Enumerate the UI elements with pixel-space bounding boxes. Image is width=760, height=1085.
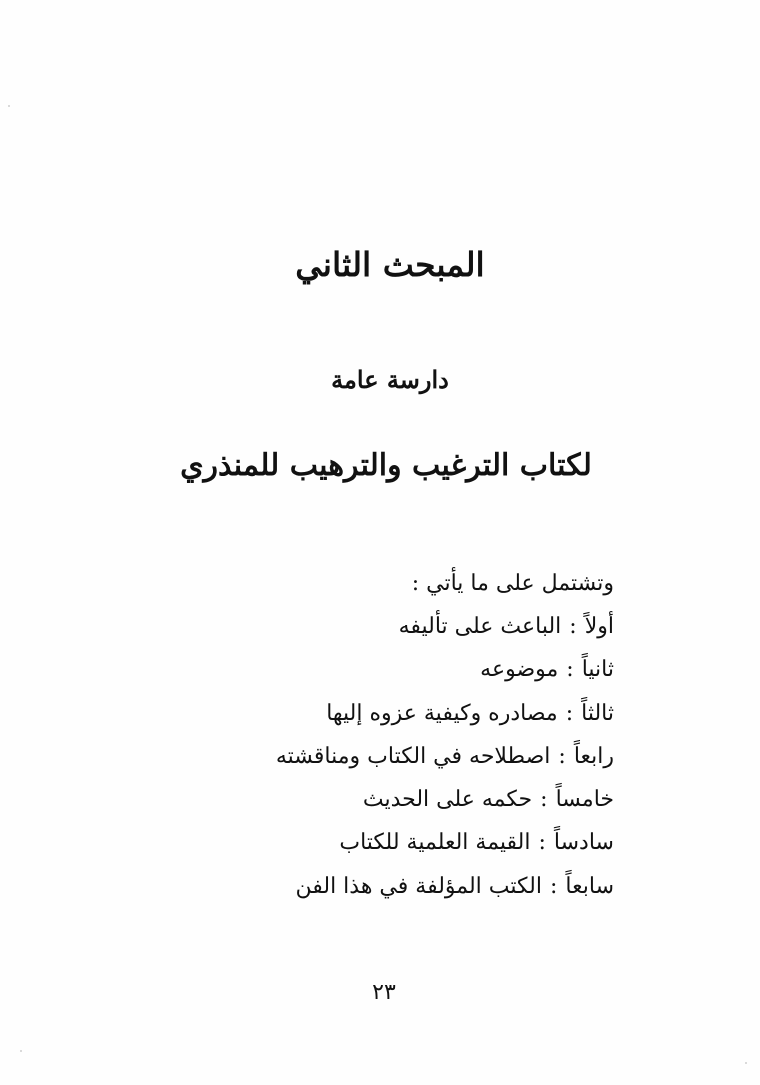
scan-speck bbox=[20, 1050, 22, 1052]
item-ordinal: سادساً bbox=[553, 830, 614, 856]
item-separator: : bbox=[565, 700, 574, 726]
item-ordinal: ثالثاً bbox=[581, 700, 614, 726]
item-separator: : bbox=[538, 830, 546, 856]
contents-list bbox=[194, 562, 614, 908]
item-text: الكتب المؤلفة في هذا الفن bbox=[295, 873, 542, 899]
item-text: حكمه على الحديث bbox=[362, 787, 533, 813]
contents-item-3 bbox=[194, 692, 614, 735]
scan-speck bbox=[745, 1062, 747, 1064]
contents-item-2 bbox=[194, 648, 614, 691]
contents-item-4 bbox=[194, 735, 614, 778]
item-separator: : bbox=[569, 614, 577, 639]
item-separator: : bbox=[540, 787, 548, 813]
contents-intro: وتشتمل على ما يأتي : bbox=[411, 571, 614, 596]
item-ordinal: رابعاً bbox=[573, 743, 614, 769]
item-text: مصادره وكيفية عزوه إليها bbox=[326, 700, 558, 726]
item-ordinal: سابعاً bbox=[565, 873, 614, 899]
contents-item-7 bbox=[194, 865, 614, 908]
item-ordinal: خامساً bbox=[555, 787, 614, 813]
page-number: ٢٣ bbox=[372, 980, 396, 1005]
item-ordinal: أولاً bbox=[584, 614, 614, 639]
contents-item-6 bbox=[194, 821, 614, 864]
item-text: القيمة العلمية للكتاب bbox=[339, 830, 531, 856]
item-separator: : bbox=[566, 657, 574, 683]
contents-item-5 bbox=[194, 778, 614, 821]
item-separator: : bbox=[558, 743, 566, 769]
item-ordinal: ثانياً bbox=[581, 657, 614, 683]
contents-item-1 bbox=[194, 605, 614, 648]
item-text: موضوعه bbox=[480, 657, 559, 683]
item-separator: : bbox=[550, 873, 558, 899]
item-text: اصطلاحه في الكتاب ومناقشته bbox=[275, 743, 551, 769]
chapter-title: المبحث الثاني bbox=[295, 245, 485, 284]
item-text: الباعث على تأليفه bbox=[398, 614, 562, 639]
scan-speck bbox=[8, 105, 10, 107]
section-subtitle: دارسة عامة bbox=[331, 365, 449, 394]
book-title: لكتاب الترغيب والترهيب للمنذري bbox=[180, 448, 592, 483]
